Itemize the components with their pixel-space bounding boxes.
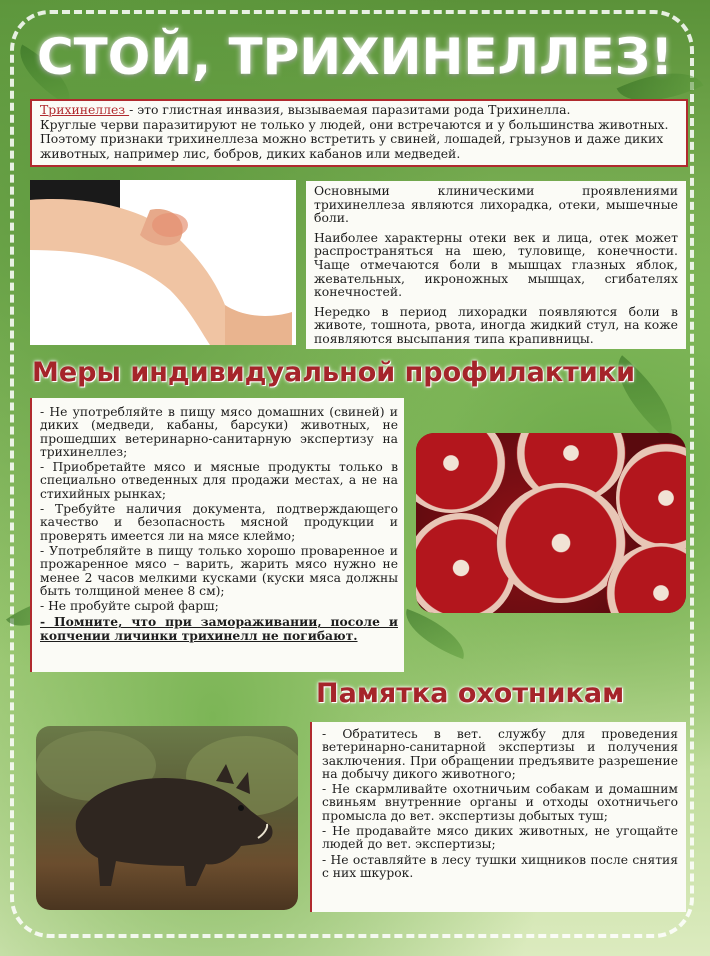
leg-illustration [30,180,296,345]
intro-definition: - это глистная инвазия, вызываемая паразитами рода Трихинелла. [129,102,571,117]
prevention-item: - Не употребляйте в пищу мясо домашних (свиней) и диких (медведи, кабаны, барсуки) животных, не прошедших ветеринарно-санитарную экспертизу на трихинеллез; [40,405,398,459]
hunters-item: - Обратитесь в вет. службу для проведения ветеринарно-санитарной экспертизы и получения заключения. При обращении предъявите разрешение на добычу дикого животного; [322,727,678,781]
clinical-paragraph: Нередко в период лихорадки появляются боли в животе, тошнота, рвота, иногда жидкий стул, на коже появляются высыпания типа крапивницы. [314,303,678,346]
prevention-box [30,398,404,672]
hunters-heading: Памятка охотникам [316,678,625,709]
clinical-box [306,181,686,349]
hunters-box [310,722,686,912]
intro-term: Трихинеллез [40,102,130,117]
prevention-note: - Помните, что при замораживании, посоле и копчении личинки трихинелл не погибают. [40,614,398,643]
prevention-item: - Употребляйте в пищу только хорошо проваренное и прожаренное мясо – варить, жарить мясо нужно не менее 2 часов мелкими кусками (куски мяса должны быть толщиной менее 8 см); [40,543,398,598]
meat-slice [616,443,686,553]
hunters-item: - Не оставляйте в лесу тушки хищников после снятия с них шкурок. [322,852,678,880]
intro-box [30,99,688,167]
wild-boar-image [36,726,298,910]
hunters-item: - Не скармливайте охотничьим собакам и домашним свиньям внутренние органы и отходы охотничьего промысла до вет. экспертизы добытых туш; [322,782,678,823]
raw-meat-image [416,433,686,613]
leg-pain-image [30,180,296,345]
hunters-item: - Не продавайте мясо диких животных, не угощайте людей до вет. экспертизы; [322,824,678,852]
page-title: СТОЙ, ТРИХИНЕЛЛЕЗ! [36,28,674,86]
clinical-paragraph: Наиболее характерны отеки век и лица, отек может распространяться на шею, туловище, конечности. Чаще отмечаются боли в мышцах глазных яблок, жевательных, икроножных мышцах, сгибателях конечностей. [314,229,678,300]
meat-slice [416,433,506,513]
prevention-item: - Приобретайте мясо и мясные продукты только в специально отведенных для продажи местах, а не на стихийных рынках; [40,460,398,501]
intro-text: Круглые черви паразитируют не только у людей, они встречаются и у большинства животных. Поэтому признаки трихинеллеза можно встретить у свиней, лошадей, грызунов и даже диких животных, например лис, бобров, диких кабанов или медведей. [40,116,669,161]
prevention-item: - Не пробуйте сырой фарш; [40,599,219,614]
prevention-heading: Меры индивидуальной профилактики [32,357,635,388]
clinical-paragraph: Основными клиническими проявлениями трихинеллеза являются лихорадка, отеки, мышечные боли. [314,183,678,226]
prevention-item: - Требуйте наличия документа, подтверждающего качество и безопасность мясной продукции и проверять имеется ли на мясе клеймо; [40,502,398,543]
boar-illustration [36,726,298,910]
